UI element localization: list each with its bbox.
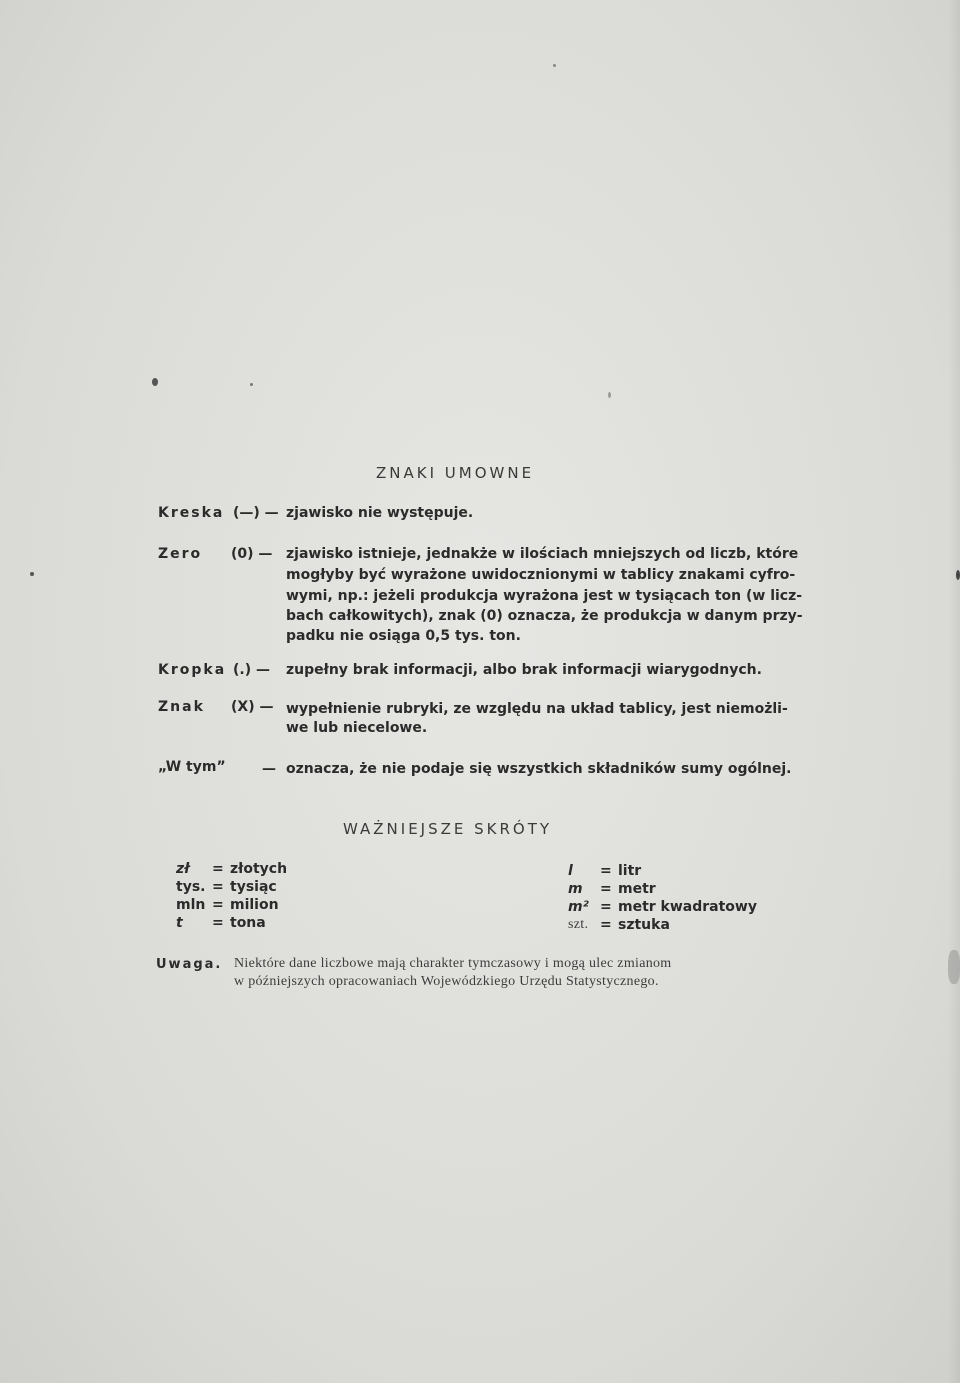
symbol-description: we lub niecelowe. [286, 720, 428, 736]
symbol-mark: (X) — [231, 699, 274, 715]
symbol-label: „W tym” [158, 759, 226, 775]
abbr-meaning: litr [618, 863, 642, 879]
note-label: Uwaga. [156, 957, 223, 972]
symbol-mark: — [262, 761, 276, 777]
symbol-mark: (0) — [231, 546, 273, 562]
symbol-label: Zero [158, 546, 203, 562]
symbol-description: wypełnienie rubryki, ze względu na układ tablicy, jest niemożli- [286, 701, 788, 717]
symbol-description: padku nie osiąga 0,5 tys. ton. [286, 628, 521, 644]
abbr: mln [176, 897, 206, 913]
page-edge [948, 0, 960, 1383]
abbr-eq: = [600, 881, 612, 897]
scan-speck [152, 378, 158, 386]
scan-speck [250, 383, 253, 386]
abbr: zł [176, 861, 190, 877]
note-line: w późniejszych opracowaniach Wojewódzkiego Urzędu Statystycznego. [234, 974, 659, 989]
symbol-label: Kreska [158, 505, 225, 521]
scan-speck [30, 572, 34, 576]
page-title: ZNAKI UMOWNE [376, 464, 535, 482]
symbol-label: Znak [158, 699, 205, 715]
abbr-meaning: metr [618, 881, 656, 897]
symbol-description: bach całkowitych), znak (0) oznacza, że produkcja w danym przy- [286, 608, 803, 624]
abbr-eq: = [212, 897, 224, 913]
abbr-meaning: tysiąc [230, 879, 277, 895]
abbr: m [568, 881, 583, 897]
scan-speck [608, 392, 611, 398]
scan-speck [956, 570, 960, 580]
abbr-eq: = [212, 861, 224, 877]
symbol-mark: (.) — [233, 662, 270, 678]
symbol-mark: (—) — [233, 505, 279, 521]
note-line: Niektóre dane liczbowe mają charakter tymczasowy i mogą ulec zmianom [234, 956, 672, 971]
abbr-eq: = [600, 899, 612, 915]
scan-speck [948, 950, 960, 984]
abbr: szt. [568, 917, 589, 932]
abbr-eq: = [212, 915, 224, 931]
abbr: tys. [176, 879, 206, 895]
abbr-meaning: sztuka [618, 917, 670, 933]
abbr: t [176, 915, 183, 931]
symbol-description: oznacza, że nie podaje się wszystkich składników sumy ogólnej. [286, 761, 792, 777]
abbr-meaning: złotych [230, 861, 288, 877]
abbr-eq: = [212, 879, 224, 895]
abbr-meaning: milion [230, 897, 279, 913]
abbr-eq: = [600, 917, 612, 933]
symbol-description: zjawisko nie występuje. [286, 505, 474, 521]
scan-speck [553, 64, 556, 67]
abbr-eq: = [600, 863, 612, 879]
symbol-description: zupełny brak informacji, albo brak informacji wiarygodnych. [286, 662, 762, 678]
symbol-description: mogłyby być wyrażone uwidocznionymi w tablicy znakami cyfro- [286, 567, 796, 583]
abbr: m² [568, 899, 589, 915]
abbreviations-title: WAŻNIEJSZE SKRÓTY [343, 820, 553, 838]
symbol-label: Kropka [158, 662, 227, 678]
abbr: l [568, 863, 573, 879]
abbr-meaning: tona [230, 915, 266, 931]
abbr-meaning: metr kwadratowy [618, 899, 757, 915]
symbol-description: zjawisko istnieje, jednakże w ilościach mniejszych od liczb, które [286, 546, 799, 562]
symbol-description: wymi, np.: jeżeli produkcja wyrażona jest w tysiącach ton (w licz- [286, 588, 803, 604]
